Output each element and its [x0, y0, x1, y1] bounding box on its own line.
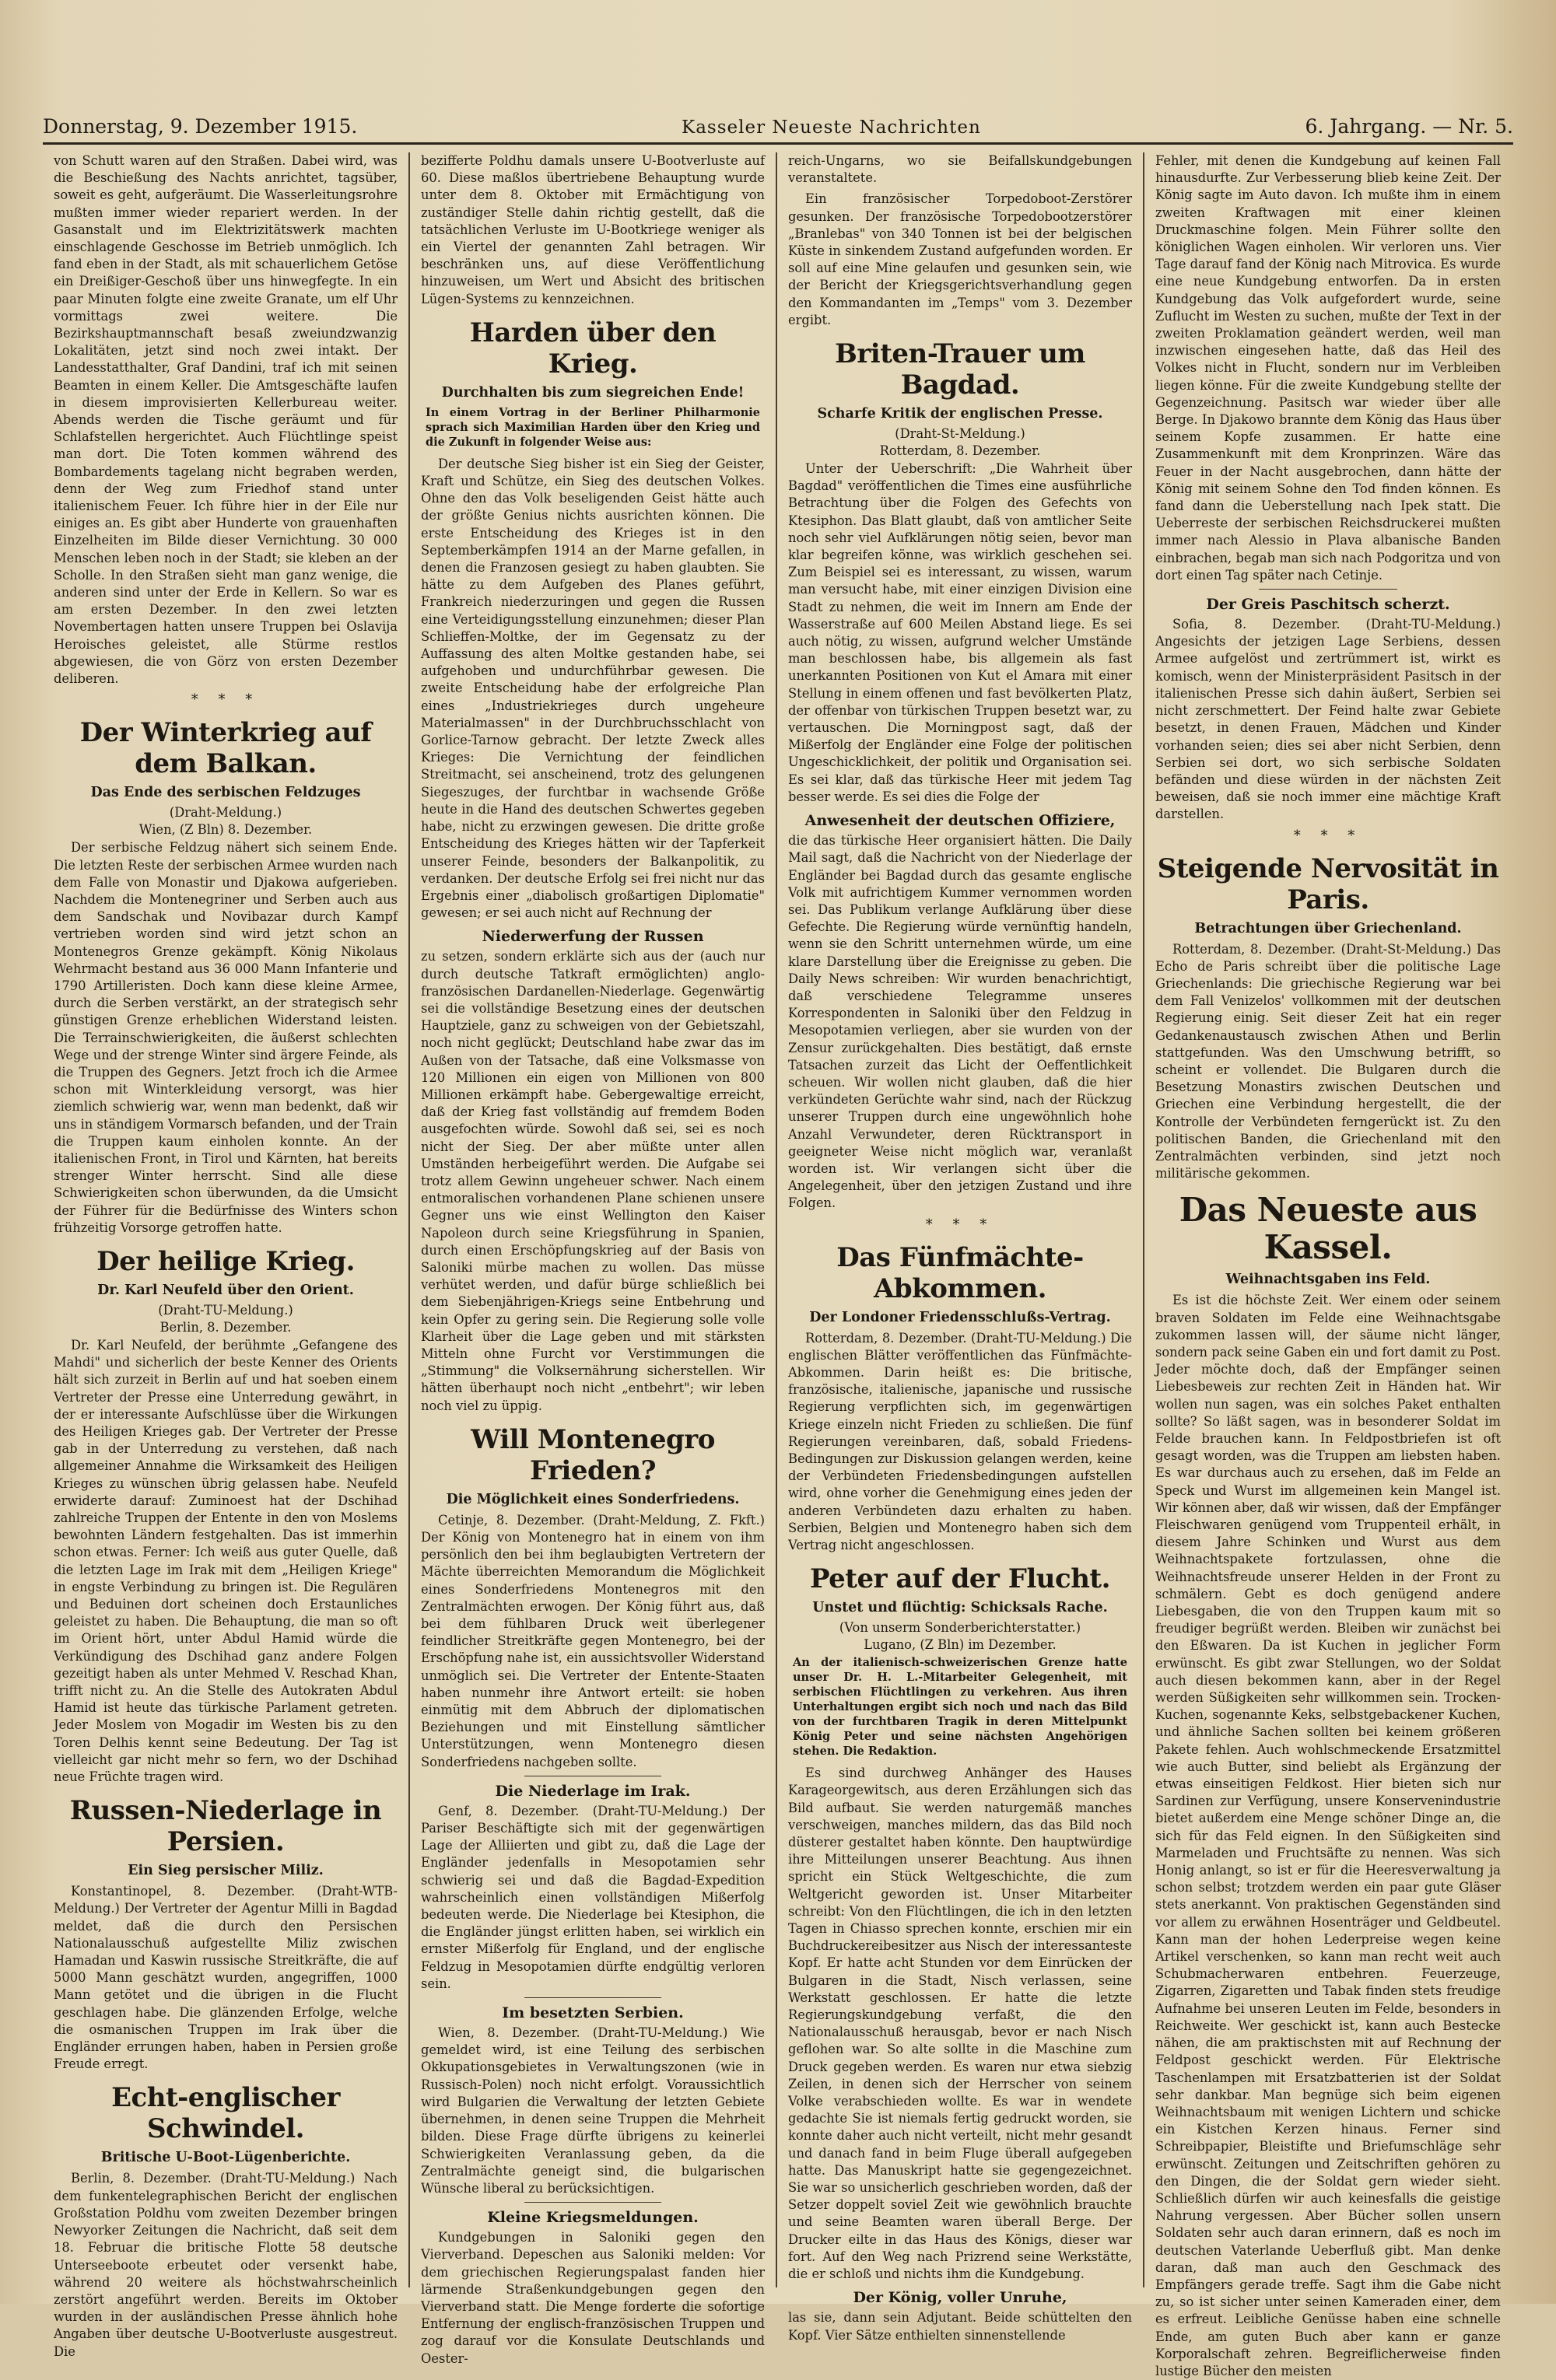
divider: [1259, 589, 1397, 590]
subheadline: Dr. Karl Neufeld über den Orient.: [97, 1282, 354, 1298]
article-text: Rotterdam, 8. Dezember. (Draht-TU-Meldung.) Die englischen Blätter veröffentlichen das Fünfmächte-Abkommen. Darin heißt es: Die britische, französische, italienische, japanische und russische Regierung verpflichten sich, im gegenwärtigen Kriege einzeln nicht Frieden zu schließen. Die fünf Regierungen vereinbaren, daß, sobald Friedens-Bedingungen zur Diskussion gelangen werden, keine der Verbündeten Friedensbedingungen aufstellen wird, ohne vorher die Genehmigung eines jeden der anderen Verbündeten dazu erhalten zu haben. Serbien, Belgien und Montenegro haben sich dem Vertrag nicht angeschlossen.: [788, 1330, 1132, 1552]
section-heading: Anwesenheit der deutschen Offiziere,: [804, 812, 1116, 830]
headline-occupied-serbia: Im besetzten Serbien.: [502, 2004, 684, 2022]
article-intro: In einem Vortrag in der Berliner Philharmonie sprach sich Maximilian Harden über den Krieg und die Zukunft in folgender Weise aus:: [426, 405, 760, 449]
editorial-note: An der italienisch-schweizerischen Grenze hatte unser Dr. H. L.-Mitarbeiter Gelegenheit, mit serbischen Flüchtlingen zu verkehren. Aus ihren Unterhaltungen ergibt sich noch und nach das Bild von der furchtbaren Tragik in deren Mittelpunkt König Peter und seine nächsten Angehörigen stehen. Die Redaktion.: [793, 1656, 1127, 1759]
masthead-line: [43, 109, 1513, 145]
wire-note: (Draht-Meldung.): [169, 805, 282, 821]
article-text: Unter der Ueberschrift: „Die Wahrheit über Bagdad" veröffentlichen die Times eine ausführliche Betrachtung über die Folgen des Gefechts von Ktesiphon. Das Blatt glaubt, daß von amtlicher Seite noch sehr viel Aufklärungen nötig seien, bevor man klar begreifen könne, was wirklich geschehen sei. Zum Beispiel sei es interessant, zu wissen, warum man versucht habe, mit einer einzigen Division eine Stadt zu nehmen, die weit im Innern am Ende der Wasserstraße auf 600 Meilen Abstand liege. Es sei auch nötig, zu wissen, aufgrund welcher Umstände man beschlossen habe, bis allgemein als fast unerkannten Positionen von Kut el Amara mit einer Stellung in einem offenen und fast bevölkerten Platz, der offenbar von türkischen Truppen besetzt war, zu vertauschen. Die Morningpost sagt, daß der Mißerfolg der Engländer eine Folge der politischen Ungeschicklichkeit, der politik und Organisation sei. Es sei klar, daß das türkische Heer mit jedem Tag besser werde. Es sei dies die Folge der: [788, 461, 1132, 804]
subheadline: Ein Sieg persischer Miliz.: [128, 1863, 324, 1879]
article-text: Es sind durchweg Anhänger des Hauses Karageorgewitsch, aus deren Erzählungen sich das Bild aufbaut. Sie werden naturgemäß manches verschweigen, manches mildern, das das Bild noch düsterer gestaltet haben könnte. Den hauptwürdige ihre Mitteilungen unserer Beachtung. Aus ihnen spricht ein Stück Weltgeschichte, die zum Weltgericht geworden ist. Unser Mitarbeiter schreibt: Von den Flüchtlingen, die ich in den letzten Tagen in Chiasso sprechen konnte, erschien mir ein Buchdruckereibesitzer aus Nisch der interessanteste Kopf. Er hatte acht Stunden vor dem Einrücken der Bulgaren in die Stadt, Nisch verlassen, seine Werkstatt geschlossen. Er hatte die letzte Regierungskundgebung verfaßt, die den Nationalausschuß herausgab, bevor er nach Nisch geflohen war. So alte sollte in die Maschine zum Druck gegeben werden. Es waren nur etwa siebzig Zeilen, in denen sich der Herrscher von seinem Volke verabschieden wollte. Es war in wendete gedachte Sie ist niemals fertig gedruckt worden, sie konnte daher auch nicht verteilt, nicht mehr gesandt und danach fand in beim Fluge überall aufgegeben hatte. Das Manuskript hatte sie gegengezeichnet. Sie war so unsicherlich geschrieben worden, daß der Setzer doppelt soviel Zeit wie gewöhnlich brauchte und seine Beamten waren überall Berge. Der Drucker eilte in das Haus des Königs, dieser war fort. Auf den Weg nach Prizrend seine Werkstätte, die er schloß und nichts ihm die Kundgebung.: [788, 1766, 1132, 2282]
dateline: Berlin, 8. Dezember.: [159, 1319, 292, 1335]
headline-war-reports: Kleine Kriegsmeldungen.: [487, 2209, 699, 2227]
separator-stars: * * *: [925, 1216, 995, 1233]
headline-english-swindle: Echt-englischer Schwindel.: [111, 2082, 340, 2145]
dateline: Wien, (Z Bln) 8. Dezember.: [138, 822, 313, 838]
headline-russian-defeat-persia: Russen-Niederlage in Persien.: [69, 1795, 382, 1858]
section-heading: Der König, voller Unruhe,: [853, 2289, 1067, 2307]
article-text: Fehler, mit denen die Kundgebung auf keinen Fall hinausdurfte. Zur Verbesserung blieb keine Zeit. Der König sagte im Auto davon. Ich mußte ihm in einem zweiten Kraftwagen mit einer kleinen Druckmaschine folgen. Mein Führer sollte den königlichen Wagen einholen. Wir verloren uns. Vier Tage darauf fand der König nach Mitrovica. Es wurde eine neue Kundgebung entworfen. Da in ersten Kundgebung das Volk aufgefordert wurde, seine Zuflucht im Westen zu suchen, mußte der Text in der zweiten Proklamation geändert werden, weil man inzwischen eingesehen hatte, daß das Heil des Volkes nicht in Flucht, sondern nur im Verbleiben liegen könne. Für die zweite Kundgebung stellte der Gegenzeichnung. Pasitsch war wieder über alle Berge. In Djakowo brannte dem König das Haus über seinem Kopfe zusammen. Er hatte eine Zusammenkunft mit dem Kronprinzen. Wäre das Feuer in der Nacht ausgebrochen, dann hätte der König mit seinem Sohne den Tod finden können. Es fand dann die Ueberstellung nach Ipek statt. Die Ueberreste der serbischen Reichsdruckerei mußten immer nach Alessio in Plava albanische Banden einbrachen, begab man sich nach Podgoritza und von dort einen Tag später nach Cetinje.: [1155, 153, 1501, 583]
article-text: bezifferte Poldhu damals unsere U-Bootverluste auf 60. Diese maßlos übertriebene Behauptung wurde unter dem 8. Oktober mit Ermächtigung von zuständiger Stelle dahin richtig gestellt, daß die tatsächlichen Verluste im U-Bootkriege weniger als ein Viertel der genannten Zahl betragen. Wir beschränken uns, auf diese Veröffentlichung hinzuweisen, um Wert und Absicht des britischen Lügen-Systems zu kennzeichnen.: [421, 153, 765, 306]
subheadline: Britische U-Boot-Lügenberichte.: [100, 2150, 351, 2166]
column-4: [1144, 152, 1512, 2378]
headline-paris-nervousness: Steigende Nervosität in Paris.: [1157, 852, 1499, 915]
issue-date: Donnerstag, 9. Dezember 1915.: [43, 115, 358, 138]
article-text: reich-Ungarns, wo sie Beifallskundgebungen veranstaltete.: [788, 153, 1132, 186]
article-text: Es ist die höchste Zeit. Wer einem oder seinem braven Soldaten im Felde eine Weihnachtsgabe zukommen lassen will, der säume nicht länger, sondern pack seine Gaben ein und fort damit zu Post. Jeder möchte doch, daß der Empfänger seinen Liebesbeweis zur rechten Zeit in Händen hat. Wir wollen nun sagen, was ein solches Paket enthalten sollte? So läßt sagen, was in besonderer Soldat im Felde brauchen kann. In Feldpostbriefen ist oft gesagt worden, was die Truppen am liebsten haben. Es war durchaus auch zu ersehen, daß im Felde an Speck und Wurst im allgemeinen kein Mangel ist. Wir können aber, daß wir wissen, daß der Empfänger Fleischwaren genügend vom Truppenteil erhält, in diesem Jahre Schinken und Wurst aus dem Weihnachtspakete fortzulassen, ohne die Weihnachtsfreude unserer Helden in der Front zu schmälern. Gebt es doch genügend andere Liebesgaben, die von den Truppen kaum mit so freudiger begrüßt werden. Bleiben wir zunächst bei den Eßwaren. Da ist Kuchen in jeglicher Form erwünscht. Es gibt zwar Stellungen, wo der Soldat auch diesen bekommen kann, aber in der Regel werden Süßigkeiten sehr willkommen sein. Trocken-Kuchen, sogenannte Keks, selbstgebackener Kuchen, und ähnliche Sachen sollten bei keinem größeren Pakete fehlen. Auch wohlschmeckende Ersatzmittel wie auch Butter, sind beliebt als Ergänzung der etwas einseitigen Feldkost. Hier bieten sich nur Sardinen zur Verfügung, unsere Konservenindustrie bietet außerdem eine Menge schöner Dinge an, die sich für das Feld eignen. In den Süßigkeiten sind Marmeladen und Fruchtsäfte zu nennen. Was sich Honig anlangt, so ist er für die Heeresverwaltung ja schon selbst; trotzdem werden ein paar gute Gläser stets anerkannt. Von praktischen Gegenständen sind vor allem zu erwähnen Hosenträger und Geldbeutel. Kann man der hohen Lederpreise wegen keine Artikel verschenken, so kann man recht weit auch Schubmacherwaren entbehren. Feuerzeuge, Zigarren, Zigaretten und Tabak finden stets freudige Aufnahme bei unseren Leuten im Felde, besonders in Reichweite. Wer geschickt ist, kann auch Bestecke nähen, die am praktischsten mit auf Rechnung der Feldpost geschickt werden. Für Elektrische Taschenlampen mit Ersatzbatterien ist der Soldat sehr dankbar. Man begnüge sich beim eigenen Weihnachtsbaum mit wenigen Lichtern und schicke ein Kistchen Kerzen hinaus. Ferner sind Schreibpapier, Bleistifte und Briefumschläge sehr erwünscht. Zeitungen und Zeitschriften gehören zu den Dingen, die der Soldat gern wieder sieht. Schließlich dürfen wir auch keinesfalls die geistige Nahrung vergessen. Aber Bücher sollen unsern Soldaten sehr auch daran erinnern, daß es noch im deutschen Vaterlande Ueberfluß gibt. Man denke daran, daß man auch den Geschmack des Empfängers gerade treffe. Sagt ihm die Gabe nicht zu, so ist sicher unter seinen Kameraden einer, dem es erfreut. Leibliche Genüsse haben eine schnelle Ende, am guten Buch aber kann er ganze Korporalschaft zehren. Begreiflicherweise finden lustige Bücher den meisten: [1155, 1293, 1501, 2378]
issue-number: 6. Jahrgang. — Nr. 5.: [1305, 115, 1513, 138]
subheadline: Der Londoner Friedensschlußs-Vertrag.: [809, 1309, 1111, 1325]
section-heading: Niederwerfung der Russen: [482, 928, 704, 946]
dateline: Lugano, (Z Bln) im Dezember.: [864, 1637, 1057, 1653]
article-text: Der deutsche Sieg bisher ist ein Sieg der Geister, Kraft und Schütze, ein Sieg des deutschen Volkes. Ohne den das Volk beseligenden Geist hätte auch der größte Genius nichts ausrichten können. Die erste Entscheidung des Krieges ist in den Septemberkämpfen 1914 an der Marne gefallen, in denen die Franzosen gesiegt zu haben glaubten. Sie hätte zu dem Aufgeben des Planes geführt, Frankreich niederzuringen und gegen die Russen eine Verteidigungsstellung einzunehmen; dieser Plan Schlieffen-Moltke, der im Gegensatz zu der Auffassung des alten Moltke gestanden habe, sei aufgehoben und undurchführbar gewesen. Die zweite Entscheidung habe der erfolgreiche Plan eines „Industriekrieges durch ungeheure Materialmassen" in der Durchbruchsschlacht von Gorlice-Tarnow gebracht. Der letzte Zweck alles Krieges: Die Vernichtung der feindlichen Streitmacht, sei anscheinend, trotz des gelungenen Siegeszuges, der furchtbar in wachsende Größe heute in die Hand des deutschen Schwertes gegeben habe, nicht zu erzwingen gewesen. Die dritte große Entscheidung des Krieges hätten wir der Tapferkeit unserer Feinde, besonders der Balkanpolitik, zu verdanken. Der deutsche Erfolg sei frei nicht nur das Ergebnis einer „diabolisch großartigen Diplomatie" gewesen; er sei auch nicht auf Rechnung der: [421, 456, 765, 921]
subheadline: Weihnachtsgaben ins Feld.: [1225, 1272, 1431, 1288]
article-text: Berlin, 8. Dezember. (Draht-TU-Meldung.) Nach dem funkentelegraphischen Bericht der englischen Großstation Poldhu vom zweiten Dezember bringen Newyorker Zeitungen die Nachricht, daß seit dem 18. Februar die britische Flotte 58 deutsche Unterseeboote erbeutet oder versenkt habe, während 20 weitere als höchstwahrscheinlich zerstört angeführt werden. Bereits im Oktober wurden in der ausländischen Presse ähnlich hohe Angaben über deutsche U-Bootverluste ausgestreut. Die: [54, 2171, 398, 2359]
headline-bagdad: Briten-Trauer um Bagdad.: [835, 338, 1085, 401]
wire-note: (Draht-St-Meldung.): [895, 426, 1025, 442]
article-text: Ein französischer Torpedoboot-Zerstörer gesunken. Der französische Torpedobootzerstörer „Branlebas" von 340 Tonnen ist bei der belgischen Küste in sinkendem Zustand aufgefunden worden. Er soll auf eine Mine gelaufen und gesunken sein, wie der Bericht der Kriegsgerichtsverhandlung gegen den Kommandanten im „Temps" vom 3. Dezember ergibt.: [788, 191, 1132, 327]
divider: [524, 2202, 662, 2203]
divider: [524, 1997, 662, 1998]
article-text: las sie, dann sein Adjutant. Beide schüttelten den Kopf. Vier Sätze enthielten sinnenstellende: [788, 2310, 1132, 2343]
headline-balkan-winter: Der Winterkrieg auf dem Balkan.: [79, 717, 372, 780]
article-columns: [43, 152, 1513, 2378]
subheadline: Die Möglichkeit eines Sonderfriedens.: [446, 1491, 740, 1507]
wire-note: (Von unserm Sonderberichterstatter.): [839, 1620, 1081, 1636]
subheadline: Unstet und flüchtig: Schicksals Rache.: [812, 1600, 1108, 1616]
subheadline: Betrachtungen über Griechenland.: [1194, 920, 1462, 936]
article-text: zu setzen, sondern erklärte sich aus der (auch nur durch deutsche Tatkraft ermöglichten) anglo-französischen Dardanellen-Niederlage. Gegenwärtig sei die vollständige Besetzung eines der deutschen Hauptziele, ganz zu schweigen von der Gebietszahl, noch nicht geglückt; Deutschland habe zwar das im Außen von der Tatsache, daß eine Volksmasse von 120 Millionen ein eigen von Millionen von 800 Millionen erkämpft habe. Gebergewaltige erreicht, daß der Krieg fast vollständig auf fremdem Boden ausgefochten würde. Sowohl daß sei, sei es noch nicht der Sieg. Der aber müßte unter allen Umständen herbeigeführt werden. Die Aufgabe sei trotz allem Gewinn ungeheuer schwer. Nach einem entmoralischen vorhandenen Plane schienen unsere Gegner uns wie einst Wellington den Kaiser Napoleon durch seine Kriegsführung in Spanien, durch einen Erschöpfungskrieg auf der Basis von Saloniki mürbe machen zu wollen. Das müsse verhütet werden, und dafür bürge schließlich bei dem Siebenjährigen-Kriegs seine Entbehrung und kein Opfer zu gering sein. Die Regierung solle volle Klarheit über die Lage geben und mit stärksten Mitteln ohne Furcht vor Verstimmungen die „Stimmung" die Volksernährung sicherstellen. Wir hätten überhaupt noch nicht „entbehrt"; wir leben noch viel zu üppig.: [421, 949, 765, 1413]
article-text: Dr. Karl Neufeld, der berühmte „Gefangene des Mahdi" und sicherlich der beste Kenner des Orients hält sich zurzeit in Berlin auf und hat soeben einem Vertreter der Presse eine Unterredung gewährt, in der er interessante Aufschlüsse über die Wirkungen des Heiligen Krieges gab. Der Vertreter der Presse gab in der Unterredung zu verstehen, daß nach allgemeiner Annahme die Wirksamkeit des Heiligen Krieges zu wünschen übrig gelassen habe. Neufeld erwiderte darauf: Zuminoest hat der Dschihad zahlreiche Truppen der Entente in den von Moslems bewohnten Ländern festgehalten. Das ist immerhin schon etwas. Ferner: Ich weiß aus guter Quelle, daß die letzten Lage im Irak mit dem „Heiligen Kriege" in engste Verbindung zu bringen ist. Die Regulären und Beduinen dort scheinen doch Erstaunliches geleistet zu haben. Die Behauptung, die man so oft im Orient hört, unter Abdul Hamid würde die Verkündigung des Dschihad ganz andere Folgen gezeitigt haben als unter Mehmed V. Reschad Khan, trifft nicht zu. An die Stelle des Autokraten Abdul Hamid ist heute das türkische Parlament getreten. Jeder Moslem von Mogadir im Westen bis zu den Toren Delhis kennt seine Bedeutung. Der Tag ist vielleicht gar nicht mehr so fern, wo der Dschihad neue Früchte tragen wird.: [54, 1337, 398, 1785]
headline-harden: Harden über den Krieg.: [469, 317, 717, 380]
article-text: Genf, 8. Dezember. (Draht-TU-Meldung.) Der Pariser Beschäftigte sich mit der gegenwärtigen Lage der Alliierten und gibt zu, daß die Lage der Engländer jedenfalls in Mesopotamien sehr schwierig sei und daß die Bagdad-Expedition wahrscheinlich einen vollständigen Mißerfolg bedeuten werde. Die Niederlage bei Ktesiphon, die die Engländer jüngst erlitten haben, sei wirklich ein ernster Mißerfolg für England, und der englische Feldzug in Mesopotamien dürfte endgültig verloren sein.: [421, 1803, 765, 1991]
separator-stars: * * *: [191, 691, 261, 709]
headline-irak-defeat: Die Niederlage im Irak.: [495, 1782, 691, 1800]
headline-montenegro-peace: Will Montenegro Frieden?: [471, 1423, 715, 1486]
wire-note: (Draht-TU-Meldung.): [158, 1302, 293, 1318]
subheadline: Durchhalten bis zum siegreichen Ende!: [441, 384, 745, 401]
column-2: [410, 152, 777, 2366]
headline-peter-flight: Peter auf der Flucht.: [810, 1563, 1110, 1595]
article-text: Wien, 8. Dezember. (Draht-TU-Meldung.) Wie gemeldet wird, ist eine Teilung des serbischen Okkupationsgebietes in Verwaltungszonen (wie in Russisch-Polen) noch nicht erfolgt. Voraussichtlich wird Bulgarien die Verwaltung der letzten Gebiete übernehmen, in denen seine Truppen die Mehrheit bilden. Diese Frage dürfte übrigens zu keinerlei Schwierigkeiten Veranlassung geben, da die Zentralmächte geneigt sind, die bulgarischen Wünsche liberal zu berücksichtigen.: [421, 2025, 765, 2196]
headline-kassel-news: Das Neueste aus Kassel.: [1179, 1191, 1477, 1267]
article-text: die das türkische Heer organisiert hätten. Die Daily Mail sagt, daß die Nachricht von der Niederlage der Engländer bei Bagdad durch das gesamte englische Volk mit aufrichtigem Kummer vernommen worden sei. Das Publikum verlange Aufklärung über diese Gefechte. Die Regierung würde vernünftig handeln, wenn sie den Schritt unternehmen würde, um eine klare Darstellung über die Ereignisse zu geben. Die Daily News schreiben: Wir wurden benachrichtigt, daß verschiedene Telegramme unseres Korrespondenten in Saloniki über den Feldzug in Mesopotamien verliegen, aber sie wurden von der Zensur zurückgehalten. Dies bestätigt, daß ernste Tatsachen zurzeit das Licht der Oeffentlichkeit scheuen. Wir wollen nicht glauben, daß die hier verkündeten Gerüchte wahr sind, nach der Rückzug unserer Truppen durch eine ungewöhnlich hohe Anzahl Verwundeter, deren Rücktransport in geeigneter Weise nicht möglich war, veranlaßt worden ist. Wir verlangen sicht über die Angelegenheit, über den jetzigen Zustand und ihre Folgen.: [788, 833, 1132, 1211]
dateline: Rotterdam, 8. Dezember.: [879, 443, 1041, 459]
separator-stars: * * *: [1293, 827, 1363, 844]
article-text: von Schutt waren auf den Straßen. Dabei wird, was die Beschießung des Nachts anrichtet, tagsüber, soweit es geht, aufgeräumt. Die Wasserleitungsrohre mußten immer wieder repariert werden. In der Gasanstalt und im Elektrizitätswerk machten einschlagende Geschosse im Betrieb unmöglich. Ich fand eben in der Stadt, als mit schauerlichem Getöse ein Dreißiger-Geschoß über uns hinwegfegte. In ein paar Minuten folgte eine zweite Granate, um elf Uhr vormittags zwei weitere. Die Bezirkshauptmannschaft besaß zweiundzwanzig Lokalitäten, jetzt sind noch zwei intakt. Der Landesstatthalter, Graf Dandini, traf ich mit seinen Beamten in einem Keller. Die Amtsgeschäfte laufen in diesem improvisierten Kellerbureau weiter. Abends werden die Tische geräumt und für Schlafstellen hergerichtet. Auch Flüchtlinge speist man dort. Die Toten kommen während des Bombardements tagelang nicht begraben werden, denn der Weg zum Friedhof stand unter italienischem Feuer. Ich führe hier in der Eile nur einiges an. Es gibt aber Hunderte von grauenhaften Einzelheiten im Bilde dieser Vernichtung. 30 000 Menschen leben noch in der Stadt; sie kleben an der Scholle. In den Straßen sieht man ganz wenige, die anderen sind unter der Erde in Kellern. So war es am ersten Dezember. In den zwei letzten Novembertagen hatten unsere Truppen bei Oslavija Heroisches geleistet, alle Stürme restlos abgewiesen, die von Görz von ersten Dezember deliberen.: [54, 153, 398, 687]
article-text: Konstantinopel, 8. Dezember. (Draht-WTB-Meldung.) Der Vertreter der Agentur Milli in Bagdad meldet, daß die durch den Persischen Nationalausschuß aufgestellte Miliz zwischen Hamadan und Kaswin russische Streitkräfte, die auf 5000 Mann geschätzt wurden, angegriffen, 1000 Mann getötet und die übrigen in die Flucht geschlagen habe. Die glänzenden Erfolge, welche die osmanischen Truppen im Irak über die Engländer errungen haben, haben in Persien große Freude erregt.: [54, 1884, 398, 2072]
article-text: Sofia, 8. Dezember. (Draht-TU-Meldung.) Angesichts der jetzigen Lage Serbiens, dessen Armee aufgelöst und zertrümmert ist, wirkt es komisch, wenn der Ministerpräsident Pasitsch in der italienischen Presse sich dahin äußert, Serbien sei nicht zerschmettert. Der Feind halte zwar Gebiete besetzt, in denen Frauen, Mädchen und Kinder vorhanden seien; dies sei aber nicht Serbien, denn Serbien sei dort, wo sich serbische Soldaten befänden und diese würden in der nächsten Zeit beweisen, daß sie noch immer eine mächtige Kraft darstellen.: [1155, 617, 1501, 822]
article-text: Kundgebungen in Saloniki gegen den Vierverband. Depeschen aus Saloniki melden: Vor dem griechischen Regierungspalast fanden hier lärmende Straßenkundgebungen gegen den Vierverband statt. Die Menge forderte die sofortige Entfernung der englisch-französischen Truppen und zog darauf vor die Konsulate Deutschlands und Oester-: [421, 2230, 765, 2366]
article-text: Cetinje, 8. Dezember. (Draht-Meldung, Z. Fkft.) Der König von Montenegro hat in einem von ihm persönlich den bei ihm beglaubigten Vertretern der Mächte überreichten Memorandum die Möglichkeit eines Sonderfriedens Montenegros mit den Zentralmächten erwogen. Der König führt aus, daß bei dem fühlbaren Druck weit überlegener feindlicher Streitkräfte gegen Montenegro, bei der Erschöpfung nahe ist, ein aussichtsvoller Widerstand unmöglich sei. Die Vertreter der Entente-Staaten haben nunmehr ihre Antwort erteilt: sie hoben einmütig mit dem Abbruch der diplomatischen Beziehungen und mit Einstellung sämtlicher Unterstützungen, wenn Montenegro diesen Sonderfriedens nachgeben sollte.: [421, 1512, 765, 1769]
headline-pasitsch: Der Greis Paschitsch scherzt.: [1206, 596, 1450, 614]
column-1: [43, 152, 410, 2359]
newspaper-title: Kasseler Neueste Nachrichten: [682, 117, 981, 138]
headline-five-powers: Das Fünfmächte-Abkommen.: [836, 1241, 1084, 1304]
article-text: Der serbische Feldzug nähert sich seinem Ende. Die letzten Reste der serbischen Armee wurden nach dem Falle von Monastir und Djakowa aufgerieben. Nachdem die Montenegriner und Serben auch aus dem Sandschak und Novibazar durch Kampf vertrieben worden sind wird jetzt schon an Montenegros Grenze gekämpft. König Nikolaus Wehrmacht bestand aus 36 000 Mann Infanterie und 1790 Artilleristen. Doch kann diese kleine Armee, durch die Serben verstärkt, an der strategisch sehr günstigen Grenze erheblichen Widerstand leisten. Die Terrainschwierigkeiten, die äußerst schlechten Wege und der strenge Winter sind ärgere Feinde, als die Truppen des Gegners. Jetzt froch ich die Armee schon mit Winterkleidung versorgt, was hier ziemlich schwierig war, wenn man bedenkt, daß wir uns in ständigem Vormarsch befanden, und der Train die Truppen kaum einholen konnte. An der italienischen Front, in Tirol und Kärnten, hat bereits strenger Winter herrscht. Sind alle diese Schwierigkeiten schon überwunden, da die Umsicht der Führer für die Bedürfnisse des Winters schon frühzeitig Vorsorge getroffen hatte.: [54, 840, 398, 1235]
subheadline: Das Ende des serbischen Feldzuges: [90, 785, 361, 801]
article-text: Rotterdam, 8. Dezember. (Draht-St-Meldung.) Das Echo de Paris schreibt über die politische Lage Griechenlands: Die griechische Regierung war bei dem Fall Venizelos' vollkommen mit der deutschen Regierung einig. Seit dieser Zeit hat ein reger Gedankenaustausch zwischen Athen und Berlin stattgefunden. Was den Umschwung betrifft, so scheint er vollendet. Die Bulgaren durch die Besetzung Monastirs zwischen Deutschen und Griechen eine Verbindung hergestellt, die der Kontrolle der Verbündeten ferngerückt ist. Zu den politischen Banden, die Griechenland mit den Zentralmächten verbinden, sind jetzt noch militärische gekommen.: [1155, 941, 1501, 1181]
headline-holy-war: Der heilige Krieg.: [96, 1245, 355, 1277]
column-3: [777, 152, 1144, 2343]
subheadline: Scharfe Kritik der englischen Presse.: [817, 406, 1103, 422]
